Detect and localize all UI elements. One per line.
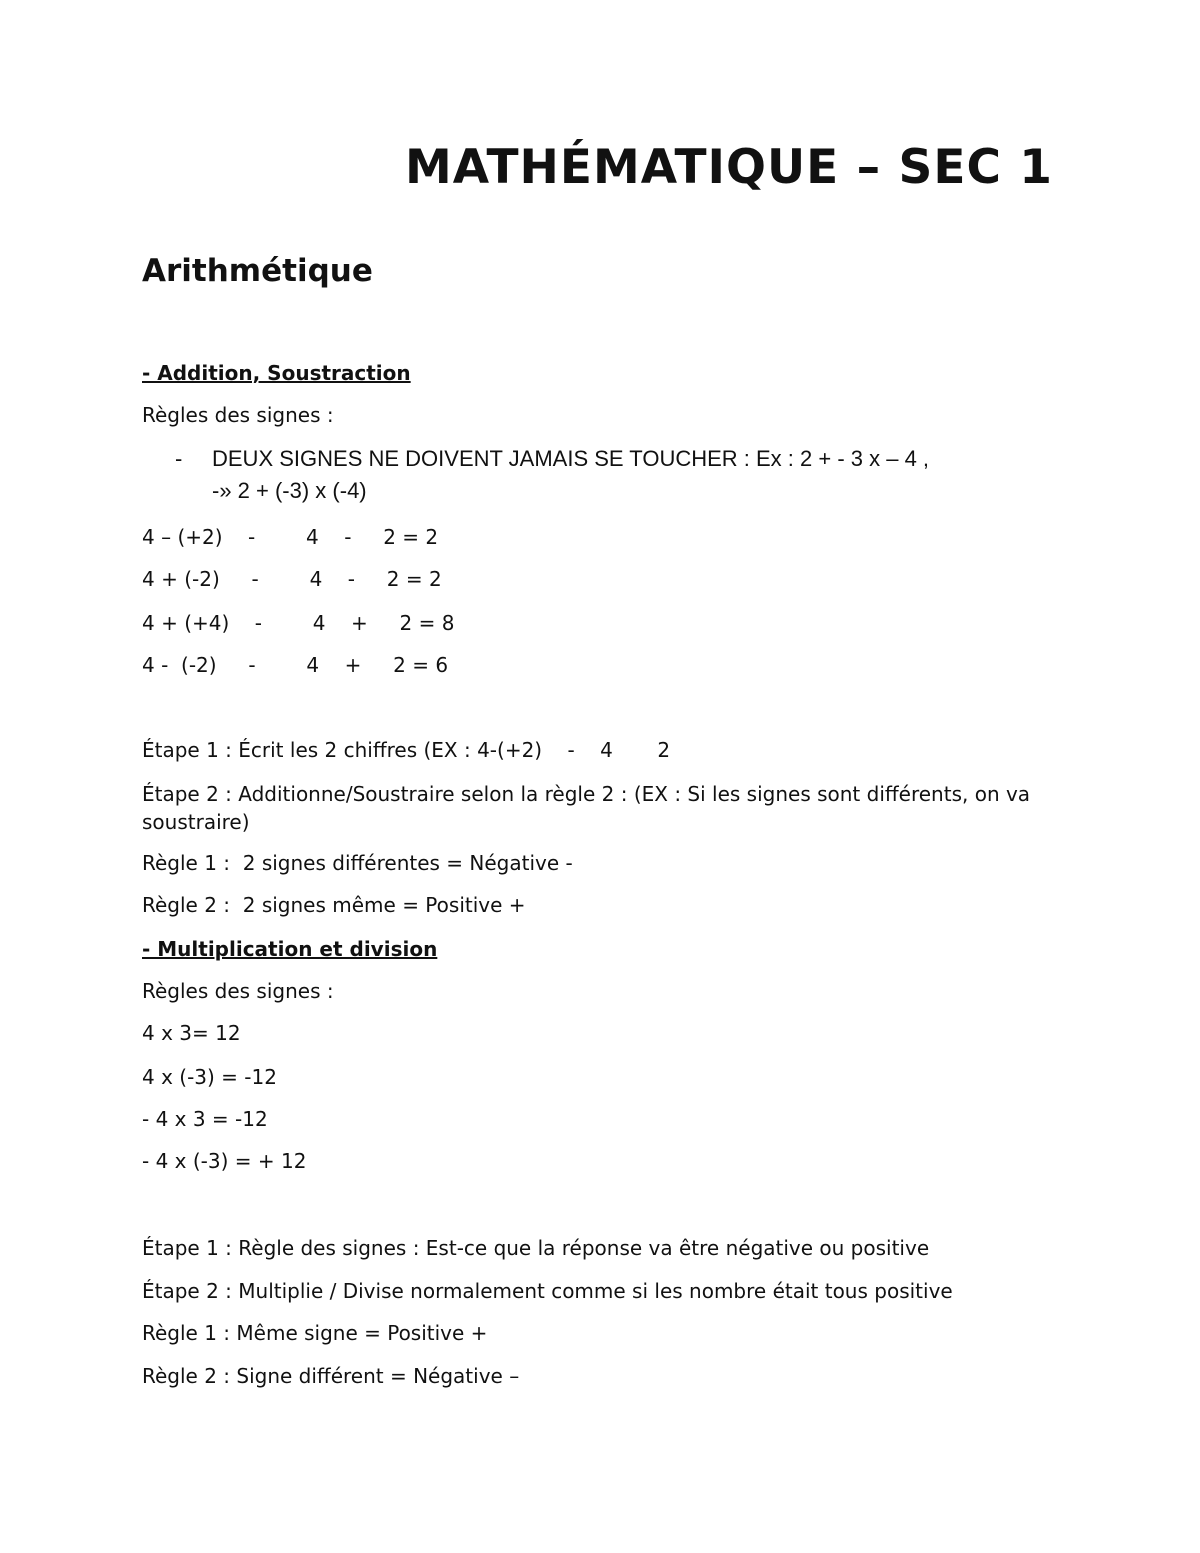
multiplication-rule-2: Règle 2 : Signe différent = Négative – bbox=[142, 1364, 520, 1388]
bullet-dash: - bbox=[175, 446, 183, 471]
multiplication-example-4: - 4 x (-3) = + 12 bbox=[142, 1149, 307, 1173]
addition-step-1: Étape 1 : Écrit les 2 chiffres (EX : 4-(+2) - 4 2 bbox=[142, 738, 671, 762]
addition-example-1: 4 – (+2) - 4 - 2 = 2 bbox=[142, 525, 439, 549]
document-title: MATHÉMATIQUE – SEC 1 bbox=[405, 140, 1054, 195]
addition-rule-1: Règle 1 : 2 signes différentes = Négative - bbox=[142, 851, 573, 875]
addition-rule-2: Règle 2 : 2 signes même = Positive + bbox=[142, 893, 526, 917]
multiplication-signs-label: Règles des signes : bbox=[142, 979, 334, 1003]
multiplication-example-2: 4 x (-3) = -12 bbox=[142, 1065, 277, 1089]
multiplication-example-1: 4 x 3= 12 bbox=[142, 1021, 241, 1045]
subsection-heading-addition: - Addition, Soustraction bbox=[142, 361, 411, 385]
addition-example-4: 4 - (-2) - 4 + 2 = 6 bbox=[142, 653, 449, 677]
addition-example-2: 4 + (-2) - 4 - 2 = 2 bbox=[142, 567, 442, 591]
addition-step-2: Étape 2 : Additionne/Soustraire selon la règle 2 : (EX : Si les signes sont différents, on va soustraire) bbox=[142, 782, 1031, 834]
addition-example-3: 4 + (+4) - 4 + 2 = 8 bbox=[142, 611, 455, 635]
bullet-rule-line-1: DEUX SIGNES NE DOIVENT JAMAIS SE TOUCHER : Ex : 2 + - 3 x – 4 , bbox=[212, 446, 930, 471]
addition-signs-label: Règles des signes : bbox=[142, 403, 334, 427]
subsection-heading-multiplication: - Multiplication et division bbox=[142, 937, 438, 961]
multiplication-step-1: Étape 1 : Règle des signes : Est-ce que la réponse va être négative ou positive bbox=[142, 1236, 930, 1260]
multiplication-rule-1: Règle 1 : Même signe = Positive + bbox=[142, 1321, 488, 1345]
section-heading-arithmetique: Arithmétique bbox=[142, 253, 373, 289]
multiplication-step-2: Étape 2 : Multiplie / Divise normalement comme si les nombre était tous positive bbox=[142, 1279, 953, 1303]
bullet-rule-line-2: -» 2 + (-3) x (-4) bbox=[212, 478, 367, 503]
multiplication-example-3: - 4 x 3 = -12 bbox=[142, 1107, 268, 1131]
